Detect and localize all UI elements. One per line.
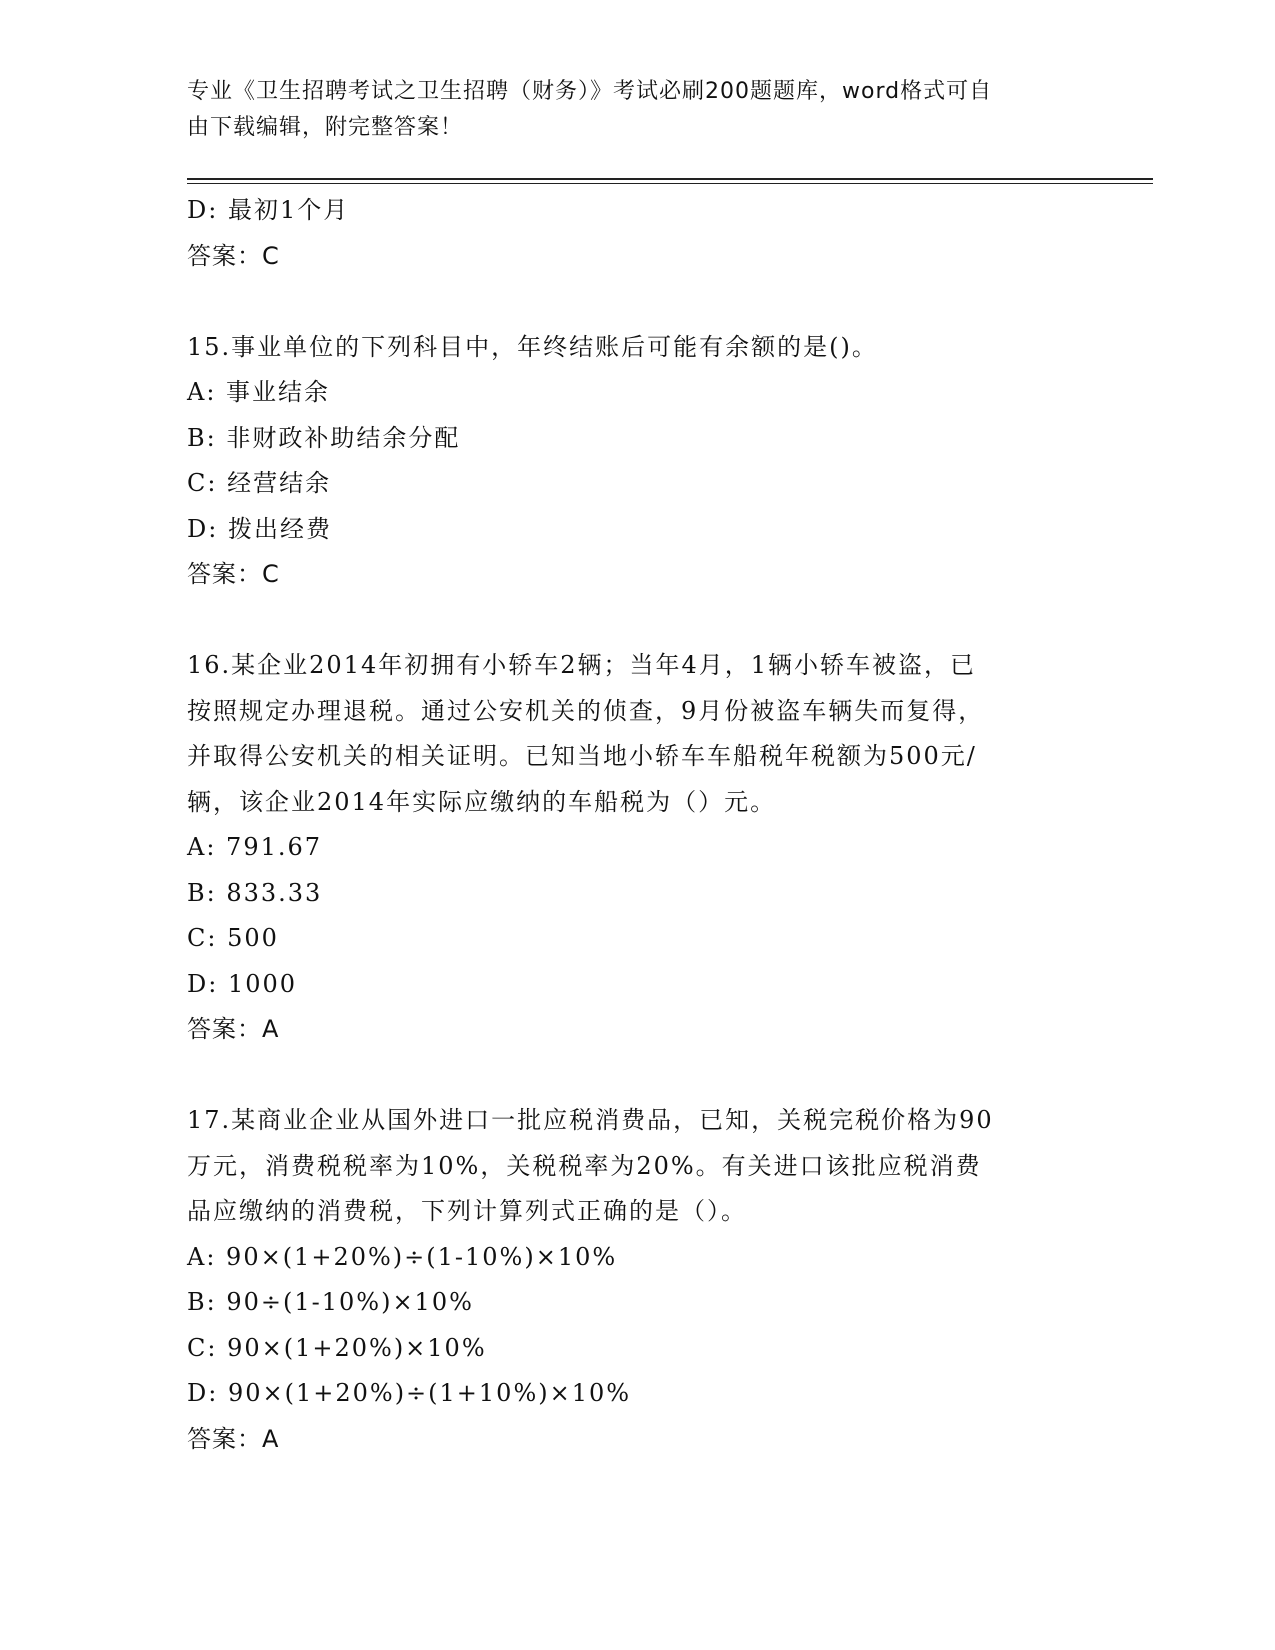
option-b: B: 90÷(1-10%)×10% <box>187 1288 474 1316</box>
option-a: A: 90×(1+20%)÷(1-10%)×10% <box>187 1242 618 1271</box>
option-c: C: 90×(1+20%)×10% <box>187 1333 487 1362</box>
spacer <box>187 279 1087 325</box>
question-17 <box>187 1098 1087 1462</box>
option-b: B: 833.33 <box>187 878 323 907</box>
spacer <box>187 1053 1087 1099</box>
option-a: A: 791.67 <box>187 833 323 861</box>
option-d: D: 拨出经费 <box>187 514 332 543</box>
answer: 答案：A <box>187 1424 280 1453</box>
option-c: C: 500 <box>187 924 279 952</box>
question-stem-line: 按照规定办理退税。通过公安机关的侦查，9月份被盗车辆失而复得， <box>187 696 985 725</box>
question-16 <box>187 643 1087 1053</box>
header-line-1: 专业《卫生招聘考试之卫生招聘（财务）》考试必刷200题题库，word格式可自 <box>187 79 993 104</box>
option-a: A: 事业结余 <box>187 378 331 406</box>
question-stem-line: 品应缴纳的消费税，下列计算列式正确的是（）。 <box>187 1197 747 1225</box>
option-d: D: 1000 <box>187 969 298 998</box>
option-b: B: 非财政补助结余分配 <box>187 423 461 452</box>
header-line-2: 由下载编辑，附完整答案！ <box>187 115 464 140</box>
question-stem: 15.事业单位的下列科目中，年终结账后可能有余额的是()。 <box>187 332 878 361</box>
answer: 答案：C <box>187 241 280 270</box>
option-c: C: 经营结余 <box>187 469 332 497</box>
header-rule-thick <box>187 178 1153 180</box>
question-stem-line: 万元，消费税税率为10%，关税税率为20%。有关进口该批应税消费 <box>187 1151 982 1180</box>
spacer <box>187 598 1087 644</box>
question-stem-line: 17.某商业企业从国外进口一批应税消费品，已知，关税完税价格为90 <box>187 1106 994 1134</box>
question-stem-line: 16.某企业2014年初拥有小轿车2辆；当年4月，1辆小轿车被盗，已 <box>187 651 977 679</box>
header-rule-thin <box>187 183 1153 184</box>
question-stem-line: 并取得公安机关的相关证明。已知当地小轿车车船税年税额为500元/ <box>187 742 977 770</box>
question-list <box>187 188 1087 1462</box>
answer: 答案：C <box>187 560 280 588</box>
option-d: D: 最初1个月 <box>187 196 350 224</box>
question-stem-line: 辆，该企业2014年实际应缴纳的车船税为（）元。 <box>187 787 777 816</box>
question-15 <box>187 325 1087 598</box>
option-d: D: 90×(1+20%)÷(1+10%)×10% <box>187 1379 632 1407</box>
question-14-tail <box>187 188 1087 279</box>
answer: 答案：A <box>187 1015 280 1043</box>
document-header <box>187 74 1077 146</box>
